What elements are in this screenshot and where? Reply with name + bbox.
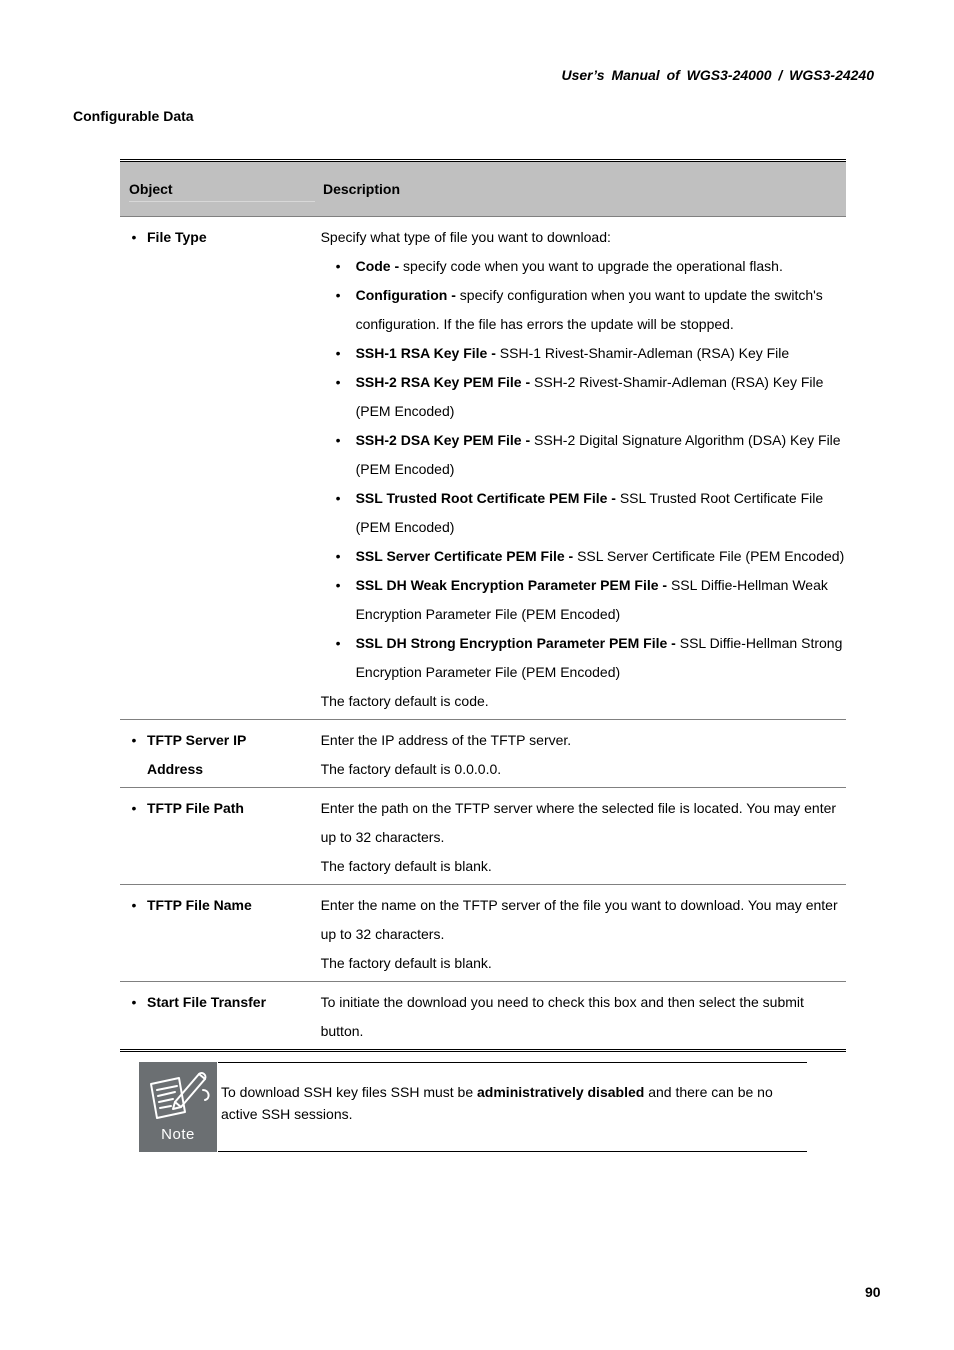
option-description: SSH-2 Digital Signature Algorithm (DSA) Key File (PEM Encoded)	[355, 432, 841, 477]
object-name: Start File Transfer	[147, 994, 267, 1010]
option-text	[356, 339, 846, 368]
object-name: TFTP File Name	[147, 897, 252, 913]
option-label: SSL Trusted Root Certificate PEM File -	[355, 490, 616, 506]
option-text	[356, 281, 846, 339]
bullet-icon: •	[335, 432, 341, 448]
option-text	[356, 368, 846, 426]
option-text	[356, 426, 846, 484]
table-row	[120, 217, 846, 720]
table-row	[120, 720, 846, 788]
option-description: SSL Server Certificate File (PEM Encoded)	[573, 548, 845, 564]
description-text: Specify what type of file you want to download:	[320, 229, 611, 245]
bullet-icon: •	[335, 577, 341, 593]
file-type-option	[321, 339, 846, 368]
file-type-option	[321, 571, 846, 629]
option-label: Configuration -	[355, 287, 456, 303]
table-row	[120, 885, 846, 982]
option-label: SSL DH Strong Encryption Parameter PEM File -	[355, 635, 676, 651]
note-icon	[139, 1062, 217, 1152]
object-name: TFTP Server IP Address	[147, 732, 247, 777]
object-cell	[120, 982, 312, 1046]
bullet-icon: •	[335, 345, 341, 361]
bullet-icon: •	[131, 994, 137, 1010]
option-description: SSL Diffie-Hellman Weak Encryption Parameter File (PEM Encoded)	[355, 577, 828, 622]
object-cell	[120, 217, 312, 716]
description-cell	[312, 788, 846, 881]
table-bottom-rule	[120, 1049, 846, 1052]
bullet-icon: •	[131, 897, 137, 913]
bullet-icon: •	[335, 635, 341, 651]
file-type-options	[321, 252, 846, 687]
option-description: specify code when you want to upgrade the operational flash.	[399, 258, 783, 274]
object-name: TFTP File Path	[147, 800, 244, 816]
note-box	[139, 1062, 807, 1152]
header-object: Object	[120, 162, 315, 216]
file-type-option	[321, 629, 846, 687]
table-header	[120, 162, 846, 217]
description-cell	[312, 720, 846, 784]
option-text	[356, 542, 846, 571]
default-text: The factory default is blank.	[320, 955, 492, 971]
default-text: The factory default is blank.	[320, 858, 492, 874]
file-type-option	[321, 368, 846, 426]
header-description: Description	[323, 181, 401, 197]
option-label: SSL DH Weak Encryption Parameter PEM File -	[355, 577, 668, 593]
option-text	[356, 252, 846, 281]
option-description: specify configuration when you want to update the switch's configuration. If the file has errors the update will be stopped.	[355, 287, 823, 332]
bullet-icon: •	[335, 548, 341, 564]
table-row	[120, 982, 846, 1049]
running-header: User’s Manual of WGS3-24000 / WGS3-24240	[561, 67, 874, 83]
option-label: SSH-2 DSA Key PEM File -	[355, 432, 531, 448]
bullet-icon: •	[335, 287, 341, 303]
description-text: To initiate the download you need to check this box and then select the submit button.	[320, 994, 804, 1039]
bullet-icon: •	[131, 229, 137, 245]
file-type-option	[321, 252, 846, 281]
object-cell	[120, 720, 312, 784]
option-label: SSH-2 RSA Key PEM File -	[355, 374, 531, 390]
file-type-option	[321, 542, 846, 571]
config-table	[120, 159, 846, 1052]
bullet-icon: •	[131, 800, 137, 816]
file-type-option	[321, 281, 846, 339]
bullet-icon: •	[335, 374, 341, 390]
pen-paper-icon	[139, 1062, 217, 1126]
description-text: Enter the path on the TFTP server where the selected file is located. You may enter up to 32 characters.	[320, 800, 837, 845]
bullet-icon: •	[131, 732, 137, 748]
description-text: Enter the IP address of the TFTP server.	[320, 732, 572, 748]
option-description: SSL Diffie-Hellman Strong Encryption Parameter File (PEM Encoded)	[355, 635, 843, 680]
option-label: Code -	[355, 258, 400, 274]
default-text: The factory default is 0.0.0.0.	[320, 761, 502, 777]
description-cell	[312, 885, 846, 978]
section-title: Configurable Data	[73, 108, 194, 124]
option-description: SSH-2 Rivest-Shamir-Adleman (RSA) Key File (PEM Encoded)	[355, 374, 824, 419]
note-text: To download SSH key files SSH must be administratively disabled and there can be no active SSH sessions.	[221, 1084, 773, 1122]
object-cell	[120, 885, 312, 978]
description-cell	[312, 982, 846, 1046]
page-number: 90	[865, 1284, 881, 1300]
bullet-icon: •	[335, 258, 341, 274]
object-cell	[120, 788, 312, 881]
default-text: The factory default is code.	[320, 693, 489, 709]
option-label: SSL Server Certificate PEM File -	[355, 548, 574, 564]
note-content	[218, 1062, 807, 1152]
object-name: File Type	[147, 229, 207, 245]
file-type-option	[321, 484, 846, 542]
description-text: Enter the name on the TFTP server of the file you want to download. You may enter up to 32 characters.	[320, 897, 838, 942]
option-text	[356, 571, 846, 629]
file-type-option	[321, 426, 846, 484]
note-label: Note	[161, 1126, 195, 1143]
option-label: SSH-1 RSA Key File -	[355, 345, 496, 361]
option-description: SSL Trusted Root Certificate File (PEM Encoded)	[355, 490, 824, 535]
description-cell	[312, 217, 846, 716]
bullet-icon: •	[335, 490, 341, 506]
option-description: SSH-1 Rivest-Shamir-Adleman (RSA) Key File	[495, 345, 790, 361]
option-text	[356, 484, 846, 542]
option-text	[356, 629, 846, 687]
table-row	[120, 788, 846, 885]
